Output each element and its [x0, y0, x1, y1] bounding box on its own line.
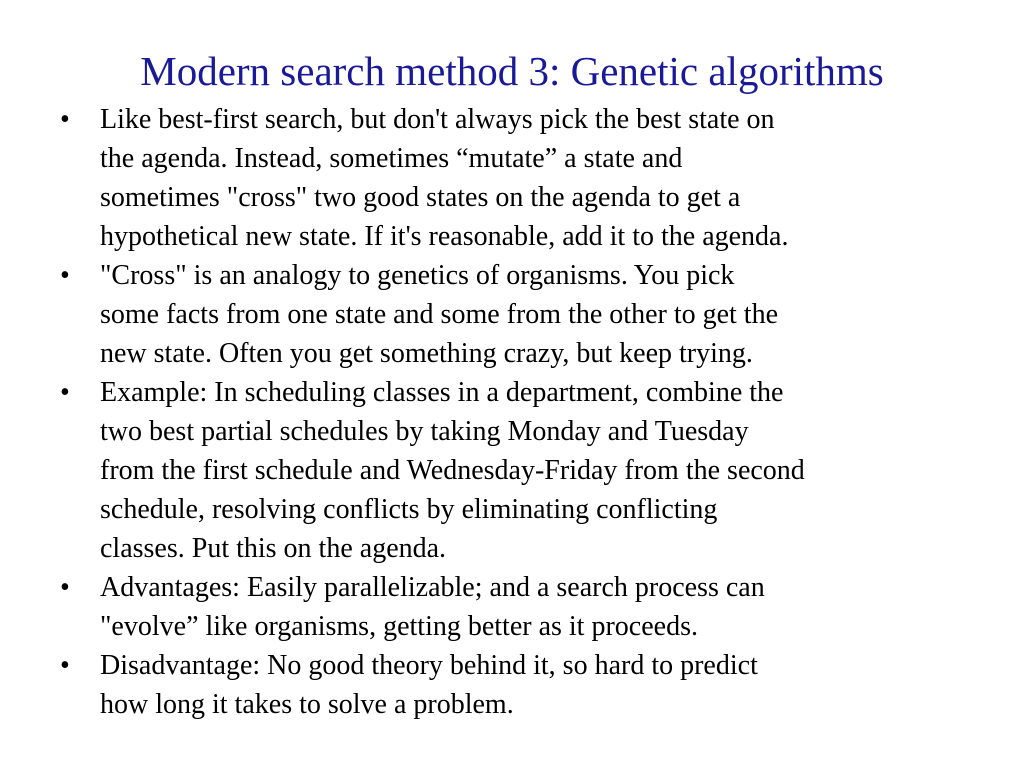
bullet-line: Disadvantage: No good theory behind it, so hard to predict [100, 650, 758, 681]
bullet-line: Example: In scheduling classes in a department, combine the [100, 377, 784, 408]
bullet-list [56, 100, 976, 724]
bullet-line: how long it takes to solve a problem. [100, 689, 514, 720]
bullet-line: Advantages: Easily parallelizable; and a search process can [100, 572, 765, 603]
bullet-item [56, 256, 976, 373]
bullet-line: Like best-first search, but don't always pick the best state on [100, 104, 775, 135]
bullet-marker: • [60, 377, 70, 408]
bullet-line: the agenda. Instead, sometimes “mutate” a state and [100, 143, 683, 174]
bullet-item [56, 646, 976, 724]
bullet-line: hypothetical new state. If it's reasonable, add it to the agenda. [100, 221, 789, 252]
bullet-item [56, 568, 976, 646]
bullet-line: two best partial schedules by taking Monday and Tuesday [100, 416, 749, 447]
bullet-line: sometimes "cross" two good states on the agenda to get a [100, 182, 741, 213]
bullet-marker: • [60, 260, 70, 291]
bullet-line: some facts from one state and some from the other to get the [100, 299, 779, 330]
bullet-item [56, 100, 976, 256]
bullet-line: from the first schedule and Wednesday-Friday from the second [100, 455, 805, 486]
bullet-line: "Cross" is an analogy to genetics of organisms. You pick [100, 260, 735, 291]
bullet-line: new state. Often you get something crazy, but keep trying. [100, 338, 753, 369]
slide-title: Modern search method 3: Genetic algorithms [140, 48, 884, 94]
bullet-line: classes. Put this on the agenda. [100, 533, 447, 564]
bullet-marker: • [60, 650, 70, 681]
bullet-marker: • [60, 572, 70, 603]
bullet-line: "evolve” like organisms, getting better as it proceeds. [100, 611, 698, 642]
bullet-item [56, 373, 976, 568]
bullet-line: schedule, resolving conflicts by eliminating conflicting [100, 494, 718, 525]
bullet-marker: • [60, 104, 70, 135]
